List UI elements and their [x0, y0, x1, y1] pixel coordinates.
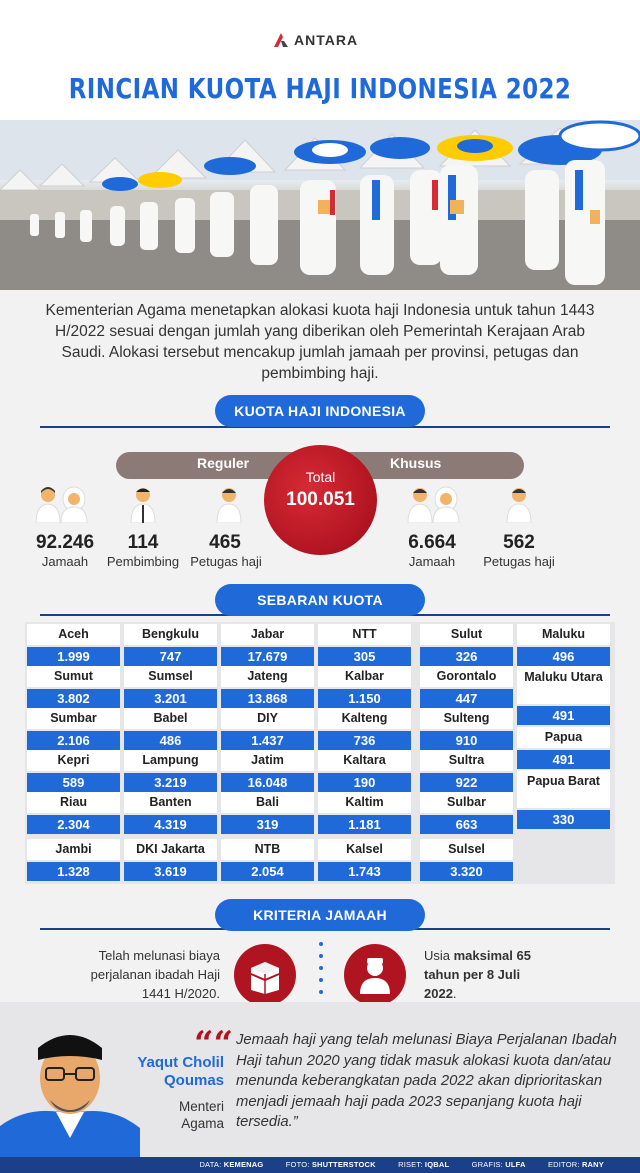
total-circle	[264, 445, 377, 555]
province-name: Kepri	[27, 750, 120, 771]
province-cell	[420, 666, 513, 708]
reguler-jamaah-value: 92.246	[35, 532, 95, 553]
province-name: Sulteng	[420, 708, 513, 729]
province-cell	[517, 666, 610, 725]
province-cell	[420, 624, 513, 666]
khusus-petugas-label: Petugas haji	[483, 554, 555, 569]
province-name: Sulbar	[420, 792, 513, 813]
province-cell	[420, 839, 513, 881]
province-value: 447	[420, 689, 513, 708]
section-title-kriteria: KRITERIA JAMAAH	[215, 899, 425, 931]
province-name: NTB	[221, 839, 314, 860]
header	[0, 0, 640, 120]
province-cell	[318, 750, 411, 792]
province-cell	[517, 727, 610, 769]
province-value: 3.619	[124, 862, 217, 881]
province-value: 922	[420, 773, 513, 792]
credit-label: RISET:	[398, 1160, 423, 1169]
province-name: Jabar	[221, 624, 314, 645]
province-name: Jambi	[27, 839, 120, 860]
province-name: Aceh	[27, 624, 120, 645]
kaaba-icon	[234, 944, 296, 1006]
province-cell	[27, 839, 120, 881]
province-cell	[27, 708, 120, 750]
province-cell	[221, 750, 314, 792]
province-cell	[420, 750, 513, 792]
province-value: 326	[420, 647, 513, 666]
credit-label: EDITOR:	[547, 1160, 580, 1169]
criteria-age-bold: maksimal 65 tahun per 8 Juli 2022	[424, 948, 531, 1001]
credit-item	[388, 1160, 449, 1169]
credit-label: GRAFIS:	[471, 1160, 503, 1169]
province-value: 3.201	[124, 689, 217, 708]
credit-item	[276, 1160, 376, 1169]
criteria-age-text	[424, 946, 534, 1003]
province-name: Sultra	[420, 750, 513, 771]
province-cell	[221, 708, 314, 750]
credit-item	[538, 1160, 604, 1169]
province-cell	[517, 624, 610, 666]
province-cell	[420, 708, 513, 750]
province-cell	[221, 666, 314, 708]
province-value: 2.304	[27, 815, 120, 834]
province-cell	[420, 792, 513, 834]
province-name: Sumut	[27, 666, 120, 687]
province-cell	[221, 792, 314, 834]
criteria-age-prefix: Usia	[424, 948, 454, 963]
province-value: 2.054	[221, 862, 314, 881]
province-cell	[221, 624, 314, 666]
section-title-sebaran: SEBARAN KUOTA	[215, 584, 425, 616]
province-value: 330	[517, 810, 610, 829]
total-label: Total	[305, 469, 336, 485]
province-value: 16.048	[221, 773, 314, 792]
petugas-haji-icon	[504, 485, 534, 523]
reguler-petugas-value: 465	[209, 532, 241, 553]
province-value: 589	[27, 773, 120, 792]
province-cell	[124, 708, 217, 750]
province-cell	[124, 750, 217, 792]
reguler-pembimbing-value: 114	[127, 532, 159, 553]
province-name: Sulsel	[420, 839, 513, 860]
reguler-jamaah-label: Jamaah	[41, 554, 89, 569]
province-value: 190	[318, 773, 411, 792]
elder-person-icon	[344, 944, 406, 1006]
province-name: Lampung	[124, 750, 217, 771]
credit-label: DATA:	[199, 1160, 222, 1169]
credit-value: SHUTTERSTOCK	[311, 1160, 376, 1169]
province-value: 3.320	[420, 862, 513, 881]
khusus-jamaah-value: 6.664	[408, 532, 456, 553]
minister-role: Menteri Agama	[178, 1099, 224, 1131]
province-name: Kaltara	[318, 750, 411, 771]
quote-text: Jemaah haji yang telah melunasi Biaya Perjalanan Ibadah Haji tahun 2020 yang tidak masuk alokasi kuota dan/atau menunda keberangkatan pada 2022 akan diprioritaskan menjadi jemaah haji pada 2023 sepanjang kuota haji tersedia.”	[236, 1032, 617, 1130]
province-cell	[27, 624, 120, 666]
antara-logo-icon	[272, 31, 290, 49]
page-title: RINCIAN KUOTA HAJI INDONESIA 2022	[68, 72, 572, 105]
province-cell	[124, 839, 217, 881]
reguler-pembimbing-label: Pembimbing	[106, 554, 180, 569]
province-cell	[124, 624, 217, 666]
province-name: Kalteng	[318, 708, 411, 729]
credit-label: FOTO:	[285, 1160, 310, 1169]
province-cell	[318, 839, 411, 881]
province-name: Gorontalo	[420, 666, 513, 687]
reguler-label: Reguler	[197, 455, 250, 471]
province-name: DIY	[221, 708, 314, 729]
pilgrim-couple-icon	[30, 485, 90, 523]
total-value: 100.051	[286, 489, 355, 510]
khusus-petugas-value: 562	[503, 532, 535, 553]
province-value: 1.437	[221, 731, 314, 750]
criteria-age-suffix: .	[452, 986, 457, 1001]
province-value: 736	[318, 731, 411, 750]
province-name: Riau	[27, 792, 120, 813]
province-name: Papua Barat	[517, 770, 610, 808]
province-cell	[318, 708, 411, 750]
province-value: 1.999	[27, 647, 120, 666]
province-value: 1.150	[318, 689, 411, 708]
quote-mark: ““	[194, 1024, 234, 1064]
province-value: 663	[420, 815, 513, 834]
province-value: 1.328	[27, 862, 120, 881]
credits-footer	[0, 1157, 640, 1173]
khusus-label: Khusus	[390, 455, 442, 471]
province-name: Bengkulu	[124, 624, 217, 645]
minister-name: Yaqut Cholil Qoumas	[137, 1054, 224, 1089]
province-name: Jateng	[221, 666, 314, 687]
province-name: Maluku	[517, 624, 610, 645]
logo-text: ANTARA	[294, 32, 359, 48]
pilgrims-photo	[0, 120, 640, 290]
province-name: Bali	[221, 792, 314, 813]
province-value: 305	[318, 647, 411, 666]
petugas-haji-icon	[214, 485, 244, 523]
province-name: Kalbar	[318, 666, 411, 687]
antara-logo	[272, 30, 358, 50]
pilgrim-couple-icon	[402, 485, 462, 523]
province-value: 13.868	[221, 689, 314, 708]
province-value: 3.802	[27, 689, 120, 708]
province-name: Babel	[124, 708, 217, 729]
province-name: Maluku Utara	[517, 666, 610, 704]
credit-value: RANY	[581, 1160, 604, 1169]
province-value: 491	[517, 706, 610, 725]
province-cell	[318, 624, 411, 666]
province-value: 17.679	[221, 647, 314, 666]
criteria-separator	[319, 942, 323, 1002]
pilgrims-illustration	[0, 120, 640, 290]
minister-portrait	[0, 1008, 140, 1158]
province-name: Papua	[517, 727, 610, 748]
province-name: Kaltim	[318, 792, 411, 813]
province-cell	[517, 770, 610, 829]
criteria-payment-text: Telah melunasi biaya perjalanan ibadah Haji 1441 H/2020.	[90, 948, 220, 1001]
province-value: 319	[221, 815, 314, 834]
credit-value: KEMENAG	[223, 1160, 264, 1169]
province-name: Sumbar	[27, 708, 120, 729]
province-value: 496	[517, 647, 610, 666]
province-name: DKI Jakarta	[124, 839, 217, 860]
province-value: 4.319	[124, 815, 217, 834]
province-value: 1.743	[318, 862, 411, 881]
province-name: Jatim	[221, 750, 314, 771]
province-value: 491	[517, 750, 610, 769]
pembimbing-icon	[128, 485, 158, 523]
province-value: 2.106	[27, 731, 120, 750]
province-value: 910	[420, 731, 513, 750]
reguler-petugas-label: Petugas haji	[190, 554, 262, 569]
province-value: 1.181	[318, 815, 411, 834]
province-value: 747	[124, 647, 217, 666]
province-cell	[124, 666, 217, 708]
province-cell	[27, 792, 120, 834]
province-cell	[27, 666, 120, 708]
province-value: 486	[124, 731, 217, 750]
province-name: Sumsel	[124, 666, 217, 687]
province-name: Sulut	[420, 624, 513, 645]
province-cell	[318, 666, 411, 708]
khusus-jamaah-label: Jamaah	[408, 554, 456, 569]
province-name: Banten	[124, 792, 217, 813]
province-cell	[124, 792, 217, 834]
credit-item	[462, 1160, 526, 1169]
province-cell	[27, 750, 120, 792]
province-name: Kalsel	[318, 839, 411, 860]
province-value: 3.219	[124, 773, 217, 792]
section-title-kuota: KUOTA HAJI INDONESIA	[215, 395, 425, 427]
province-cell	[221, 839, 314, 881]
credit-item	[189, 1160, 263, 1169]
province-cell	[318, 792, 411, 834]
credit-value: IQBAL	[424, 1160, 450, 1169]
intro-paragraph: Kementerian Agama menetapkan alokasi kuota haji Indonesia untuk tahun 1443 H/2022 sesuai dengan jumlah yang diberikan oleh Pemerintah Kerajaan Arab Saudi. Alokasi tersebut mencakup jumlah jamaah per provinsi, petugas dan pembimbing haji.	[45, 302, 595, 382]
province-name: NTT	[318, 624, 411, 645]
credit-value: ULFA	[505, 1160, 526, 1169]
